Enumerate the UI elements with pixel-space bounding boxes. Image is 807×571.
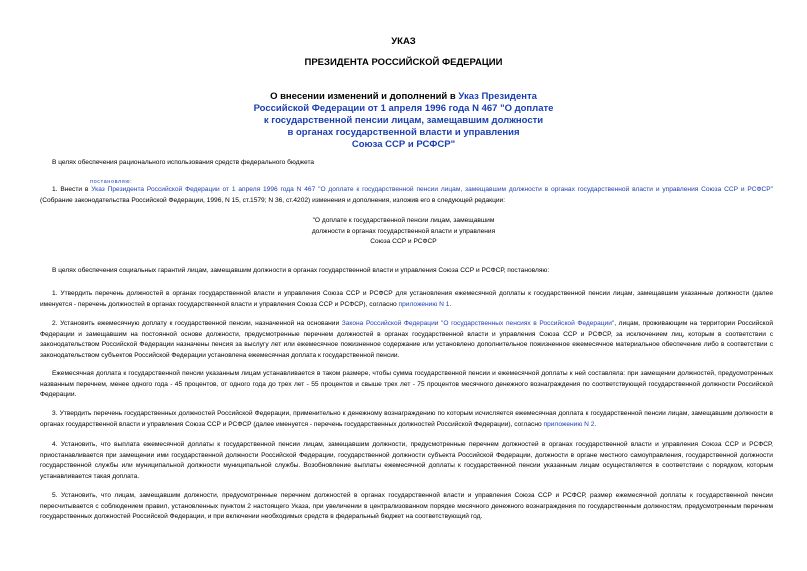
item-1-text: 1. Утвердить перечень должностей в органах государственной власти и управления Союза ССР и РСФСР для установления ежемесячной доплаты к государственной пенсии лицам, замещавшим указанные должности (далее именуется - перечень должностей в органах государственной власти и управления Союза ССР и РСФСР), согласно [40, 290, 773, 308]
decree-link-title-3[interactable]: к государственной пенсии лицам, замещавшим должности [263, 115, 544, 126]
paragraph-1 [40, 185, 773, 206]
intro-text: В целях обеспечения социальных гарантий лицам, замещавшим должности в органах государственной власти и управления Союза ССР и РСФСР, постановляю: [52, 267, 550, 274]
item-2-continuation: Ежемесячная доплата к государственной пенсии указанным лицам устанавливается в таком размере, чтобы сумма государственной пенсии и ежемесячной доплаты к ней составляла: при замещении должностей, предусмотренных названным перечнем, менее одного года - 45 процентов, от одного года до трех лет - 55 процентов и свыше трех лет - 75 процентов месячного денежного вознаграждения по соответствующей государственной должности Российской Федерации. [40, 370, 773, 399]
resolve-word: постановляю: [90, 179, 133, 185]
title-prefix: О внесении изменений и дополнений в [270, 91, 459, 102]
item-1-end: . [449, 300, 452, 308]
preamble-text: В целях обеспечения рационального использования средств федерального бюджета [52, 159, 315, 166]
paragraph-1-suffix: (Собрание законодательства Российской Федерации, 1996, N 15, ст.1579; N 36, ст.4202) изменения и дополнения, изложив его в следующей редакции: [40, 196, 506, 204]
quoted-title [250, 216, 557, 248]
decree-link-title-5[interactable]: Союза ССР и РСФСР" [351, 139, 456, 150]
quote-line-2: должности в органах государственной власти и управления [311, 227, 496, 235]
item-2 [40, 319, 773, 362]
document-title [200, 91, 607, 151]
quote-line-1: "О доплате к государственной пенсии лицам, замещавшим [312, 217, 495, 224]
item-2-suffix: , лицам, проживающим на территории Российской Федерации и замещавшим на постоянной основе должности, предусмотренные перечнем должностей в органах государственной власти и управления Союза ССР и РСФСР, за исключением лиц, которым в соответствии с законодательством Российской Федерации назначены пенсия за выслугу лет или ежемесячное пожизненное содержание или установлено дополнительное пожизненное ежемесячное материальное обеспечение либо в соответствии с законодательством субъектов Российской Федерации установлена ежемесячная доплата к государственной пенсии. [40, 320, 773, 360]
appendix-2-link[interactable]: приложению N 2 [543, 420, 595, 428]
title-line-1 [200, 91, 607, 103]
paragraph-1-prefix: 1. Внести в [52, 186, 92, 193]
item-2-prefix: 2. Установить ежемесячную доплату к государственной пенсии, назначенной на основании [52, 320, 342, 327]
president-heading: ПРЕЗИДЕНТА РОССИЙСКОЙ ФЕДЕРАЦИИ [304, 57, 503, 68]
decree-link-title-1[interactable]: Указ Президента [458, 91, 537, 102]
decree-link-title-4[interactable]: в органах государственной власти и управления [287, 127, 520, 138]
decree-467-link[interactable]: Указ Президента Российской Федерации от 1 апреля 1996 года N 467 "О доплате к государственной пенсии лицам, замещавшим должности в органах государственной власти и управления Союза ССР и РСФСР" [91, 186, 773, 193]
item-3 [40, 409, 773, 430]
pension-law-link[interactable]: Закона Российской Федерации "О государственных пенсиях в Российской Федерации" [341, 320, 615, 327]
appendix-1-link[interactable]: приложению N 1 [398, 300, 450, 308]
item-4: 4. Установить, что выплата ежемесячной доплаты к государственной пенсии лицам, замещавшим должности, предусмотренные перечнем должностей в органах государственной власти и управления Союза ССР и РСФСР, приостанавливается при замещении ими государственной должности Российской Федерации, государственной должности субъекта Российской Федерации, должности в органе местного самоуправления, государственной должности государственной службы или муниципальной должности муниципальной службы. Возобновление выплаты ежемесячной доплаты к государственной пенсии указанным лицам осуществляется в соответствии с порядком, которым устанавливается такая доплата. [40, 441, 773, 481]
decree-link-title-2[interactable]: Российской Федерации от 1 апреля 1996 года N 467 "О доплате [253, 103, 554, 114]
quote-line-3: Союза ССР и РСФСР [370, 238, 437, 246]
item-5: 5. Установить, что лицам, замещавшим должности, предусмотренные перечнем должностей в органах государственной власти и управления Союза ССР и РСФСР, размер ежемесячной доплаты к государственной пенсии пересчитывается с соблюдением правил, установленных пунктом 2 настоящего Указа, при увеличении в централизованном порядке месячного денежного вознаграждения по государственным должностям, предусмотренным перечнем государственных должностей Российской Федерации, и при включении необходимых средств в федеральный бюджет на соответствующий год. [40, 492, 773, 521]
item-3-end: . [594, 420, 597, 428]
item-3-text: 3. Утвердить перечень государственных должностей Российской Федерации, применительно к денежному вознаграждению по которым исчисляется ежемесячная доплата к государственной пенсии лицам, замещавшим должности в органах государственной власти и управления Союза ССР и РСФСР (далее именуется - перечень государственных должностей Российской Федерации), согласно [40, 410, 773, 428]
item-1 [40, 289, 773, 310]
decree-heading: УКАЗ [391, 36, 416, 47]
